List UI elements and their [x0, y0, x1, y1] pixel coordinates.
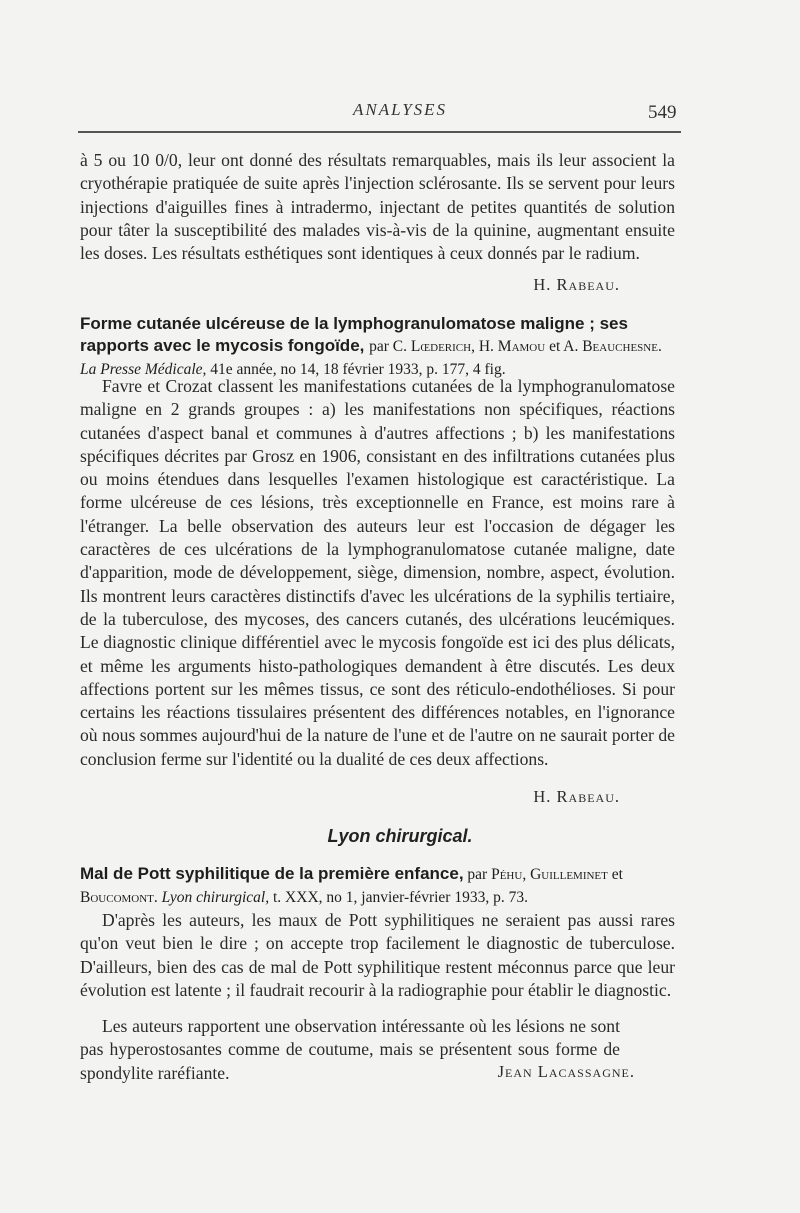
article3-author: Péhu [491, 866, 523, 883]
article3-author: Guilleminet [530, 866, 608, 883]
article3-signature: Jean Lacassagne. [497, 1062, 635, 1081]
article2-author: Beauchesne [582, 338, 658, 355]
article3-title: Mal de Pott syphilitique de la première enfance, [80, 864, 464, 883]
article2-journal: La Presse Médicale, [80, 361, 207, 378]
article2-author: Lœderich [410, 338, 472, 355]
article2-author: Mamou [497, 338, 546, 355]
article1-signature: H. Rabeau. [533, 275, 620, 294]
running-header-title: ANALYSES [352, 100, 448, 119]
article3-journal: Lyon chirurgical, [161, 889, 270, 906]
article1-paragraph: à 5 ou 10 0/0, leur ont donné des résultats remarquables, mais ils leur associent la cryothérapie pratiquée de suite après l'injection sclérosante. Ils se servent pour leurs injections d'aiguilles fines à intradermo, injectant de petites quantités de solution pour tâter la susceptibilité des malades vis-à-vis de la quinine, augmentant ensuite les doses. Les résultats esthétiques sont identiques à ceux donnés par le radium. [80, 150, 675, 264]
article3-paragraph-2: Les auteurs rapportent une observation intéressante où les lésions ne sont pas hyperostosantes comme de coutume, mais se présentent sous forme de spondylite raréfiante. [80, 1016, 620, 1083]
page-number: 549 [648, 102, 677, 123]
article2-paragraph: Favre et Crozat classent les manifestations cutanées de la lymphogranulomatose maligne en 2 grands groupes : a) les manifestations non spécifiques, réactions cutanées d'aspect banal et communes à d'autres affections ; b) les manifestations spécifiques décrites par Grosz en 1906, consistant en des infiltrations cutanées plus ou moins étendues dans lesquelles l'examen histologique est caractéristique. La forme ulcéreuse de ces lésions, très exceptionnelle en France, est moins rare à l'étranger. La belle observation des auteurs leur est l'occasion de dégager les caractères de ces ulcérations de la lymphogranulomatose cutanée maligne, date d'apparition, mode de développement, siège, dimension, nombre, aspect, évolution. Ils montrent leurs caractères distinctifs d'avec les ulcérations de la syphilis tertiaire, de la tuberculose, des mycoses, des cancers cutanés, des ulcérations leucémiques. Le diagnostic clinique différentiel avec le mycosis fongoïde est ici des plus délicats, et même les arguments histo-pathologiques demandent à être discutés. Les deux affections portent sur les mêmes tissus, ce sont des réticulo-endothélioses. Si pour certains les réactions tissulaires présentent des différences notables, en l'ignorance où nous sommes aujourd'hui de la nature de l'une et de l'autre on ne saurait porter de conclusion ferme sur l'identité ou la dualité de ces deux affections. [80, 376, 675, 769]
article2-title: Forme cutanée ulcéreuse de la lymphogranulomatose maligne ; ses rapports avec le mycosis fongoïde, [80, 314, 628, 355]
article2-heading: Forme cutanée ulcéreuse de la lymphogranulomatose maligne ; ses rapports avec le mycosis fongoïde, par C. Lœderich, H. Mamou et A. Beauchesne. La Presse Médicale, 41e année, no 14, 18 février 1933, p. 177, 4 fig. [80, 314, 662, 378]
article2-citation: 41e année, no 14, 18 février 1933, p. 177, 4 fig. [206, 361, 506, 378]
article3-heading: Mal de Pott syphilitique de la première enfance, par Péhu, Guilleminet et Boucomont. Lyon chirurgical, t. XXX, no 1, janvier-février 1933, p. 73. [80, 864, 623, 906]
section-heading: Lyon chirurgical. [327, 826, 473, 846]
header-rule [78, 131, 681, 133]
article3-paragraph-1: D'après les auteurs, les maux de Pott syphilitiques ne seraient pas aussi rares qu'on veut bien le dire ; on accepte trop facilement le diagnostic de tuberculose. D'ailleurs, bien des cas de mal de Pott syphilitique restent méconnus parce que leur évolution est latente ; il faudrait recourir à la radiographie pour établir le diagnostic. [80, 910, 675, 1000]
article2-signature: H. Rabeau. [533, 787, 620, 806]
article3-citation: t. XXX, no 1, janvier-février 1933, p. 73. [269, 889, 528, 906]
article3-author: Boucomont [80, 889, 154, 906]
